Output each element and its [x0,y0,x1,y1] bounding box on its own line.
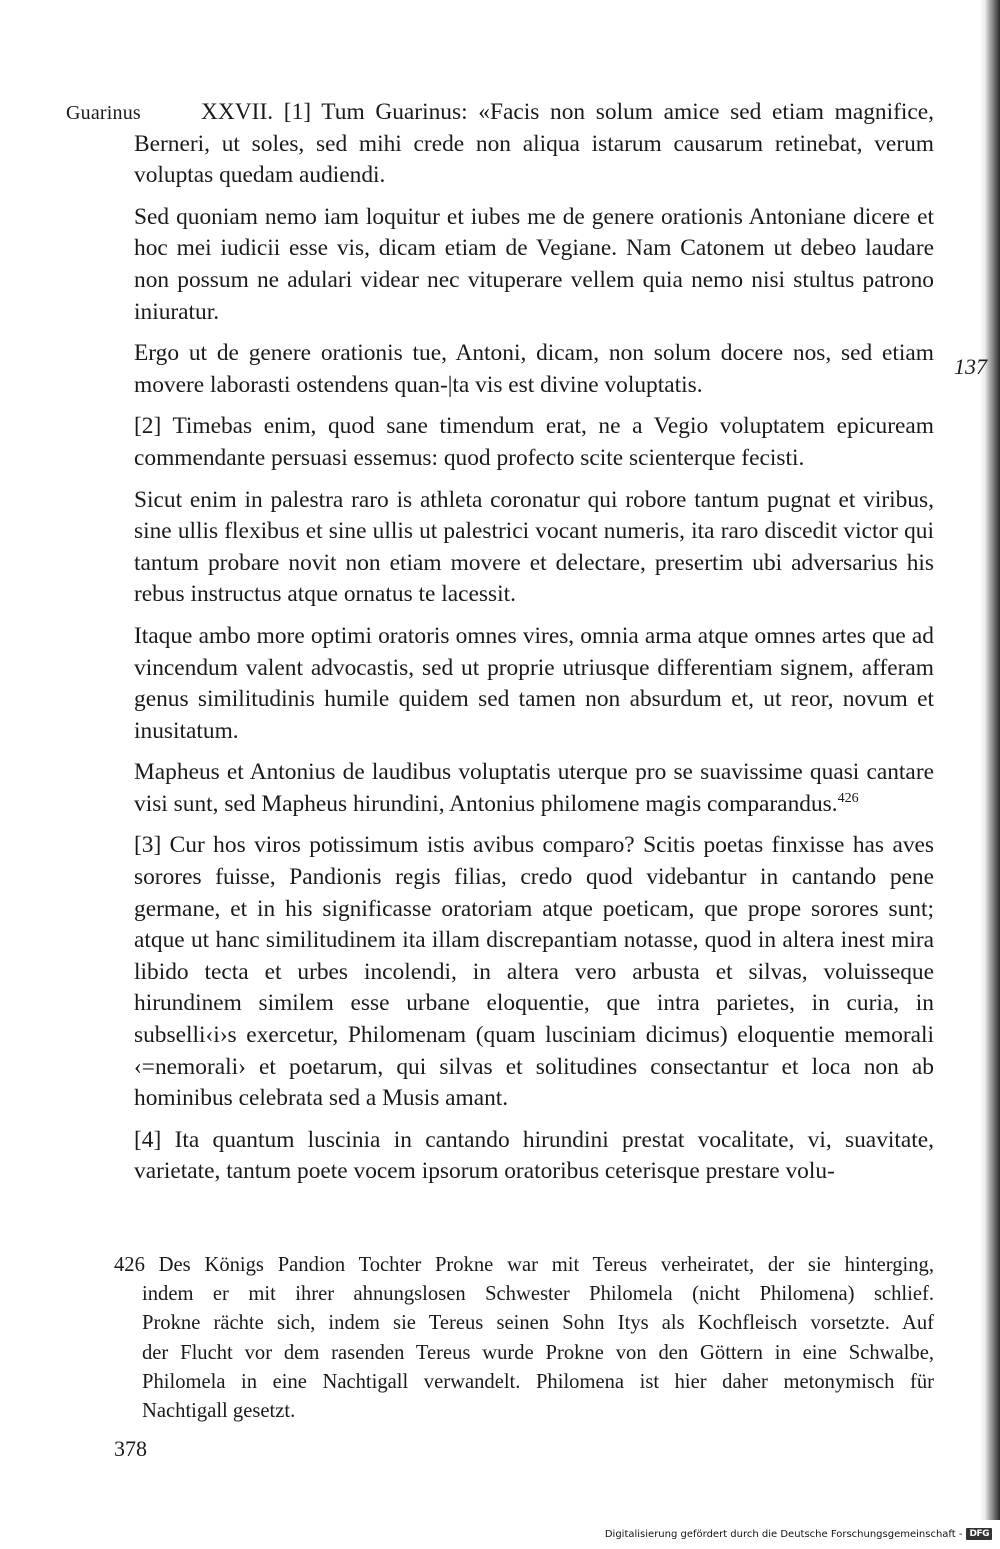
paragraph [134,757,934,820]
credit-text: Digitalisierung gefördert durch die Deutsche Forschungsgemeinschaft - [604,1528,963,1540]
paragraph-text: Sed quoniam nemo iam loquitur et iubes me de genere orationis Antoniane dicere et hoc mei iudicii esse vis, dicam etiam de Vegiane. Nam Catonem ut debeo laudare non possum ne adulari videar nec vituperare vellem quia nemo nisi stultus patrono iniuratur. [134,203,934,325]
paragraph-text: [2] Timebas enim, quod sane timendum erat, ne a Vegio voluptatem epicuream commendante persuasi essemus: quod profecto scite scienterque fecisti. [134,413,934,471]
paragraph-text: Ergo ut de genere orationis tue, Antoni, dicam, non solum docere nos, sed etiam movere laborasti ostendens quan-|ta vis est divine voluptatis. [134,340,934,398]
paragraph [134,1125,934,1188]
footnote-line: Philomela in eine Nachtigall verwandelt. Philomena ist hier daher metonymisch für [142,1370,934,1393]
footnote-line: indem er mit ihrer ahnungslosen Schwester Philomela (nicht Philomena) schlief. [142,1283,934,1306]
footnote-text: Des Königs Pandion Tochter Prokne war mit Tereus verheiratet, der sie hinterging, [158,1254,934,1276]
footnote-reference[interactable]: 426 [837,791,859,807]
book-spine-edge [986,0,1000,1520]
footnote-number: 426 [114,1254,145,1276]
paragraph-text: XXVII. [1] Tum Guarinus: «Facis non solum amice sed etiam magnifice, Berneri, ut soles, sed mihi crede non aliqua istarum causarum retinebat, verum voluptas quedam audiendi. [134,99,934,189]
digitization-credit [605,1528,992,1540]
paragraph [134,830,934,1114]
footnote-line: Nachtigall gesetzt. [142,1400,296,1423]
footnote-line: der Flucht vor dem rasenden Tereus wurde Prokne von den Göttern in eine Schwalbe, [142,1341,934,1364]
margin-page-reference: 137 [954,354,987,379]
paragraph [134,202,934,328]
speaker-label: Guarinus [66,102,141,124]
paragraph [134,411,934,474]
paragraph-text: Sicut enim in palestra raro is athleta coronatur qui robore tantum pugnat et viribus, sine ullis flexibus et sine ullis ut palestrici vocant numeris, ita raro discedit victor qui tantum probare novit non etiam movere et delectare, presertim ubi adversarius his rebus instructus atque ornatus te lacessit. [134,486,934,608]
paragraph [134,338,934,401]
paragraph-text: Itaque ambo more optimi oratoris omnes vires, omnia arma atque omnes artes que ad vincendum valent advocastis, sed ut proprie utriusque differentiam signem, afferam genus similitudinis humile quidem sed tamen non absurdum et, ut reor, novum et inusitatum. [134,622,934,744]
paragraph-text: Mapheus et Antonius de laudibus voluptatis uterque pro se suavissime quasi cantare visi sunt, sed Mapheus hirundini, Antonius philomene magis comparandus. [134,759,934,817]
paragraph [134,485,934,611]
paragraph-text: [4] Ita quantum luscinia in cantando hirundini prestat vocalitate, vi, suavitate, varietate, tantum poete vocem ipsorum oratoribus ceterisque prestare volu- [134,1126,934,1185]
paragraph [134,97,934,192]
footnote-block [114,1251,934,1426]
main-text [134,97,934,1198]
footnote-line: Prokne rächte sich, indem sie Tereus seinen Sohn Itys als Kochfleisch vorsetzte. Auf [142,1312,934,1335]
dfg-logo: DFG [966,1528,992,1540]
paragraph-text: [3] Cur hos viros potissimum istis avibus comparo? Scitis poetas finxisse has aves sorores fuisse, Pandionis regis filias, credo quod videbantur in cantando pene germane, et in his significasse oratoriam atque poeticam, que prope sorores sunt; atque ut hanc similitudinem ita illam discrepantiam notasse, quod in altera inest mira libido tecta et urbes incolendi, in altera vero arbusta et silvas, voluisseque hirundinem similem esse urbane eloquentie, que intra parietes, in curia, in subselli‹i›s exercetur, Philomenam (quam lusciniam dicimus) eloquentie memorali ‹=nemorali› et poetarum, qui silvas et solitudines consectantur et loca non ab hominibus celebrata sed a Musis amant. [134,832,934,1112]
page-number: 378 [114,1436,147,1461]
footnote-line [114,1251,934,1280]
paragraph [134,621,934,747]
